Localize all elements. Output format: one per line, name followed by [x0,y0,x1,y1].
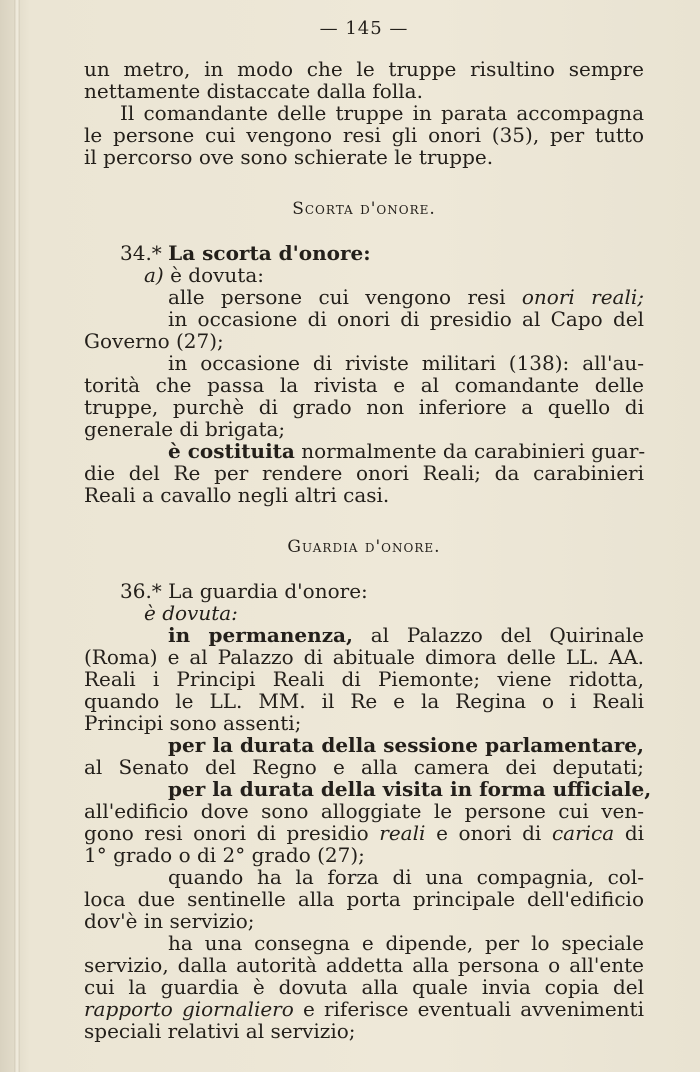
item-label: a) [144,263,164,287]
line-text: gono resi onori di presidio [84,821,369,845]
text-line: ha una consegna e dipende, per lo speciale [168,931,644,955]
article-title: La scorta d'onore: [168,241,371,265]
text-line [84,998,644,1020]
page-content [84,18,652,1043]
text-line: 1° grado o di 2° grado (27); [84,843,365,867]
italic-text: onori reali; [521,285,644,309]
italic-text: rapporto giornaliero [84,997,294,1021]
page-number: — 145 — [319,18,409,39]
bold-text: è costituita [168,439,295,463]
text-line: generale di brigata; [84,417,286,441]
text-line: un metro, in modo che le truppe risultino sempre [84,57,644,81]
text-line: il percorso ove sono schierate le truppe. [84,145,494,169]
text-line: all'edificio dove sono alloggiate le persone cui ven- [84,799,644,823]
text-line: le persone cui vengono resi gli onori (35), per tutto [84,123,644,147]
text-line: (Roma) e al Palazzo di abituale dimora delle LL. AA. [84,645,644,669]
text-line: die del Re per rendere onori Reali; da carabinieri [84,461,644,485]
line-text: normalmente da carabinieri guar- [301,439,646,463]
text-line: dov'è in servizio; [84,909,255,933]
bold-text: in permanenza, [168,623,353,647]
article-title: La guardia d'onore: [168,579,368,603]
text-line: è dovuta: [144,601,238,625]
text-line: Governo (27); [84,329,224,353]
article-number: 36.* [120,579,162,603]
article-36 [84,579,652,1043]
intro-paragraph [84,58,644,168]
text-line: per la durata della visita in forma ufficiale, [168,777,652,801]
article-title-line [84,580,644,602]
item-text: è dovuta: [170,263,265,287]
text-line: speciali relativi al servizio; [84,1019,356,1043]
text-line [84,440,644,462]
line-text: di [624,821,645,845]
text-line: loca due sentinelle alla porta principale dell'edificio [84,887,644,911]
text-line: quando ha la forza di una compagnia, col- [168,865,644,889]
text-line: nettamente distaccate dalla folla. [84,79,423,103]
italic-text: reali [379,821,426,845]
text-line: in occasione di riviste militari (138): all'au- [168,351,644,375]
text-line: servizio, dalla autorità addetta alla persona o all'ente [84,953,644,977]
text-line: quando le LL. MM. il Re e la Regina o i Reali [84,689,644,713]
text-line: cui la guardia è dovuta alla quale invia copia del [84,975,644,999]
text-line: Reali i Principi Reali di Piemonte; viene ridotta, [84,667,644,691]
text-line [84,822,644,844]
text-line: Principi sono assenti; [84,711,302,735]
section-heading-guardia: Guardia d'onore. [287,537,441,557]
text-line [84,286,644,308]
text-line [84,264,644,286]
article-number: 34.* [120,241,162,265]
text-line: torità che passa la rivista e al comandante delle [84,373,644,397]
text-line: truppe, purchè di grado non inferiore a quello di [84,395,644,419]
section-heading-scorta: Scorta d'onore. [292,199,436,219]
line-text: alle persone cui vengono resi [168,285,506,309]
page-spine [14,0,20,1072]
text-line: Il comandante delle truppe in parata accompagna [120,101,644,125]
text-line: al Senato del Regno e alla camera dei deputati; [84,755,644,779]
article-34 [84,242,644,506]
article-title-line [84,242,644,264]
line-text: e riferisce eventuali avvenimenti [302,997,644,1021]
text-line [84,624,644,646]
text-line: in occasione di onori di presidio al Capo del [168,307,644,331]
line-text: e onori di [436,821,542,845]
line-text: al Palazzo del Quirinale [370,623,645,647]
text-line: per la durata della sessione parlamentare, [168,733,644,757]
italic-text: carica [551,821,615,845]
text-line: Reali a cavallo negli altri casi. [84,483,390,507]
